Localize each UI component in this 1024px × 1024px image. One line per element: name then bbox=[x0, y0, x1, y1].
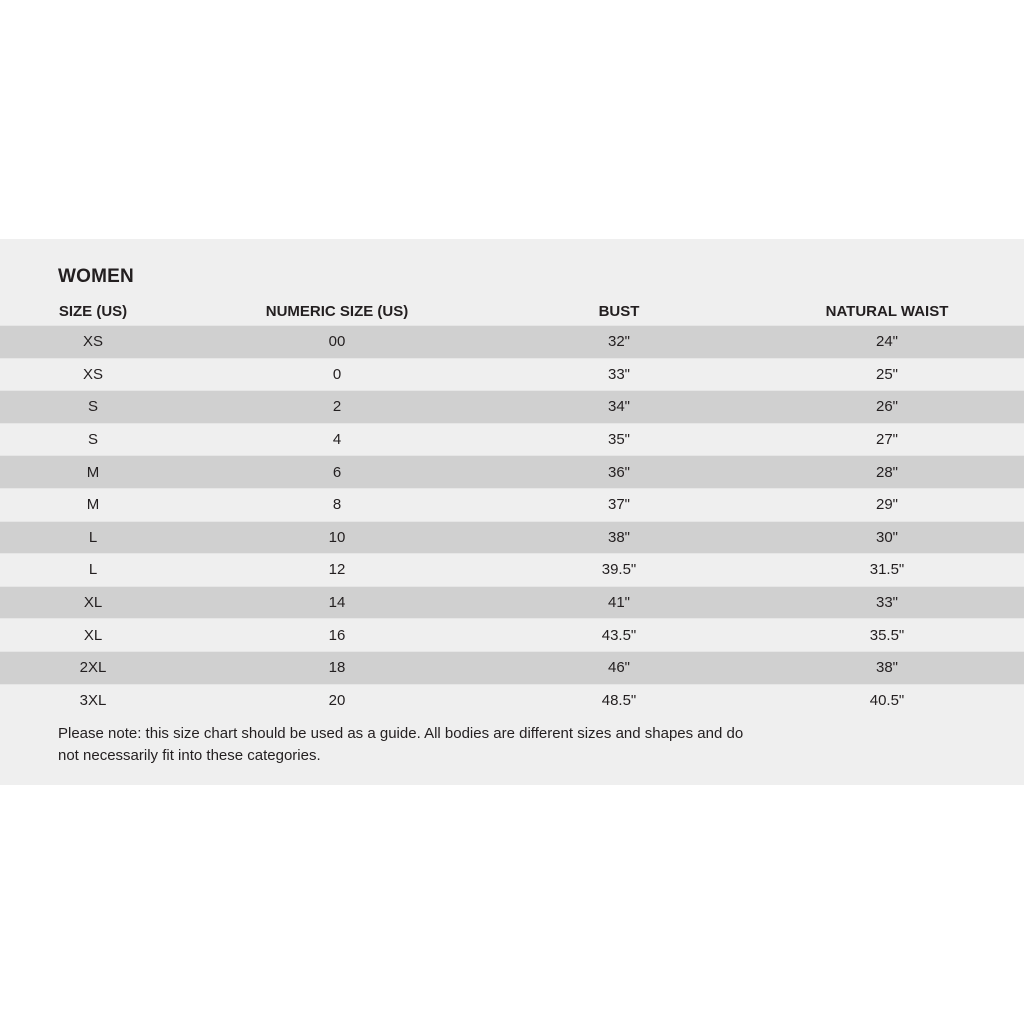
cell-numeric-size: 4 bbox=[332, 431, 342, 449]
column-header-bust: BUST bbox=[598, 302, 640, 320]
column-header-size: SIZE (US) bbox=[58, 302, 128, 320]
cell-size: XL bbox=[83, 626, 103, 644]
cell-numeric-size: 12 bbox=[328, 561, 346, 579]
cell-size: L bbox=[88, 561, 98, 579]
size-chart-title: WOMEN bbox=[58, 266, 134, 287]
table-header-row bbox=[0, 297, 1024, 326]
cell-numeric-size: 16 bbox=[328, 626, 346, 644]
cell-natural-waist: 33" bbox=[875, 594, 898, 612]
cell-numeric-size: 14 bbox=[328, 594, 346, 612]
table-row bbox=[0, 391, 1024, 424]
cell-natural-waist: 38" bbox=[875, 659, 898, 677]
cell-bust: 35" bbox=[607, 431, 630, 449]
cell-bust: 48.5" bbox=[601, 691, 637, 709]
table-row bbox=[0, 651, 1024, 684]
cell-bust: 46" bbox=[607, 659, 630, 677]
table-row bbox=[0, 684, 1024, 716]
table-row bbox=[0, 456, 1024, 489]
cell-bust: 37" bbox=[607, 496, 630, 514]
column-header-numeric-size: NUMERIC SIZE (US) bbox=[265, 302, 409, 320]
cell-natural-waist: 27" bbox=[875, 431, 898, 449]
cell-numeric-size: 8 bbox=[332, 496, 342, 514]
cell-size: M bbox=[86, 496, 100, 514]
cell-bust: 34" bbox=[607, 398, 630, 416]
cell-size: 2XL bbox=[79, 659, 107, 677]
size-chart-panel bbox=[0, 239, 1024, 785]
size-chart-table bbox=[0, 297, 1024, 716]
table-row bbox=[0, 358, 1024, 391]
cell-natural-waist: 40.5" bbox=[869, 691, 905, 709]
cell-bust: 41" bbox=[607, 594, 630, 612]
cell-numeric-size: 20 bbox=[328, 691, 346, 709]
cell-natural-waist: 24" bbox=[875, 333, 898, 351]
column-header-natural-waist: NATURAL WAIST bbox=[825, 302, 949, 320]
cell-size: XS bbox=[82, 365, 103, 383]
cell-natural-waist: 29" bbox=[875, 496, 898, 514]
cell-bust: 38" bbox=[607, 528, 630, 546]
cell-numeric-size: 2 bbox=[332, 398, 342, 416]
cell-numeric-size: 00 bbox=[328, 333, 346, 351]
cell-natural-waist: 35.5" bbox=[869, 626, 905, 644]
cell-natural-waist: 25" bbox=[875, 365, 898, 383]
cell-natural-waist: 31.5" bbox=[869, 561, 905, 579]
cell-natural-waist: 30" bbox=[875, 528, 898, 546]
cell-size: S bbox=[87, 431, 98, 449]
cell-numeric-size: 0 bbox=[332, 365, 342, 383]
size-chart-note: Please note: this size chart should be used as a guide. All bodies are different sizes and shapes and do not necessarily fit into these categories. bbox=[58, 725, 744, 764]
table-row bbox=[0, 554, 1024, 587]
cell-size: 3XL bbox=[79, 691, 107, 709]
cell-bust: 43.5" bbox=[601, 626, 637, 644]
table-row bbox=[0, 326, 1024, 359]
cell-size: L bbox=[88, 528, 98, 546]
cell-numeric-size: 10 bbox=[328, 528, 346, 546]
table-row bbox=[0, 586, 1024, 619]
cell-numeric-size: 6 bbox=[332, 463, 342, 481]
cell-size: S bbox=[87, 398, 98, 416]
table-row bbox=[0, 619, 1024, 652]
cell-size: M bbox=[86, 463, 100, 481]
cell-bust: 39.5" bbox=[601, 561, 637, 579]
cell-bust: 32" bbox=[607, 333, 630, 351]
cell-natural-waist: 26" bbox=[875, 398, 898, 416]
cell-size: XS bbox=[82, 333, 103, 351]
cell-bust: 36" bbox=[607, 463, 630, 481]
cell-size: XL bbox=[83, 594, 103, 612]
table-body bbox=[0, 326, 1024, 717]
table-row bbox=[0, 521, 1024, 554]
cell-numeric-size: 18 bbox=[328, 659, 346, 677]
table-row bbox=[0, 423, 1024, 456]
cell-bust: 33" bbox=[607, 365, 630, 383]
cell-natural-waist: 28" bbox=[875, 463, 898, 481]
table-row bbox=[0, 488, 1024, 521]
